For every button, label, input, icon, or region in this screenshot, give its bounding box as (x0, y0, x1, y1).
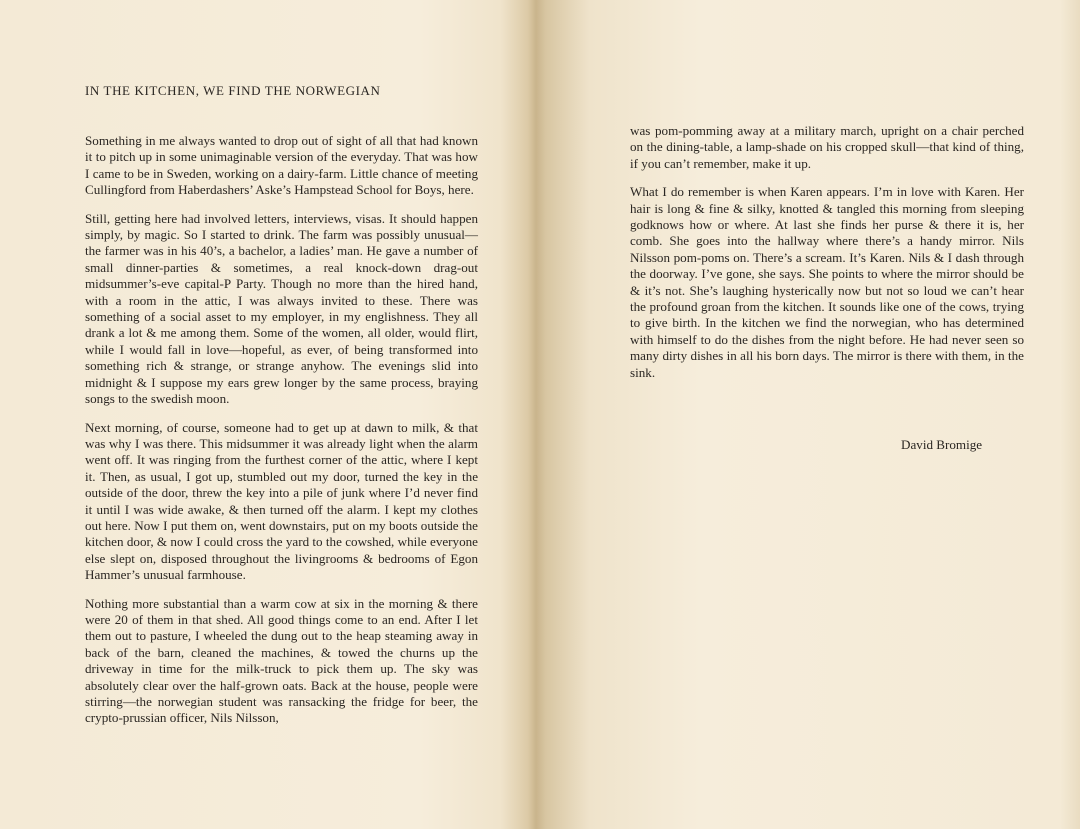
paragraph: What I do remember is when Karen appears. I’m in love with Karen. Her hair is long & fine & silky, knotted & tangled this morning from sleeping godknows how or where. At last she finds her purse & there it is, her comb. She goes into the hallway where there’s a handy mirror. Nils Nilsson pom-poms on. There’s a scream. It’s Karen. Nils & I dash through the doorway. I’ve gone, she says. She points to where the mirror should be & it’s not. She’s laughing hysterically now but not so loud we can’t hear the profound groan from the kitchen. It sounds like one of the cows, trying to give birth. In the kitchen we find the norwegian, who has determined with himself to do the dishes from the night before. He had never seen so many dirty dishes in all his born days. The mirror is there with them, in the sink. (630, 184, 1024, 380)
paragraph: Nothing more substantial than a warm cow at six in the morning & there were 20 of them in that shed. All good things come to an end. After I let them out to pasture, I wheeled the dung out to the heap steaming away in back of the barn, cleaned the machines, & towed the churns up the driveway in time for the milk-truck to pick them up. The sky was absolutely clear over the half-grown oats. Back at the house, people were stirring—the norwegian student was ransacking the fridge for beer, the crypto-prussian officer, Nils Nilsson, (85, 595, 478, 726)
paragraph: was pom-pomming away at a military march, upright on a chair perched on the dining-table, a lamp-shade on his cropped skull—that kind of thing, if you can’t remember, make it up. (630, 123, 1024, 171)
right-text-column (630, 123, 1024, 393)
left-text-column (85, 133, 478, 739)
running-title: IN THE KITCHEN, WE FIND THE NORWEGIAN (85, 83, 381, 98)
paragraph: Next morning, of course, someone had to get up at dawn to milk, & that was why I was there. This midsummer it was already light when the alarm went off. It was ringing from the furthest corner of the attic, where I kept it. Then, as usual, I got up, stumbled out my door, turned the key in the outside of the door, threw the key into a pile of junk where I’d never find it until I was wide awake, & then turned off the alarm. I kept my clothes out here. Now I put them on, went downstairs, put on my boots outside the kitchen door, & now I could cross the yard to the cowshed, while everyone else slept on, disposed throughout the livingrooms & bedrooms of Egon Hammer’s unusual farmhouse. (85, 419, 478, 583)
paragraph: Still, getting here had involved letters, interviews, visas. It should happen simply, by magic. So I started to drink. The farm was possibly unusual—the farmer was in his 40’s, a bachelor, a ladies’ man. He gave a number of small dinner-parties & sometimes, a real knock-down drag-out midsummer’s-eve capital-P Party. Though no more than the hired hand, with a room in the attic, I was always invited to these. There was something of a social asset to my employer, in my englishness. They all drank a lot & me among them. Some of the women, all older, would flirt, while I would fall in love—hopeful, as ever, of being transformed into something rich & strange, or strange anyhow. The evenings slid into midnight & I suppose my ears grew longer by the same process, braying songs to the swedish moon. (85, 210, 478, 407)
author-signature: David Bromige (901, 437, 983, 452)
paragraph: Something in me always wanted to drop out of sight of all that had known it to pitch up in some unimaginable version of the everyday. That was how I came to be in Sweden, working on a dairy-farm. Little chance of meeting Cullingford from Haberdashers’ Aske’s Hampstead School for Boys, here. (85, 133, 478, 198)
